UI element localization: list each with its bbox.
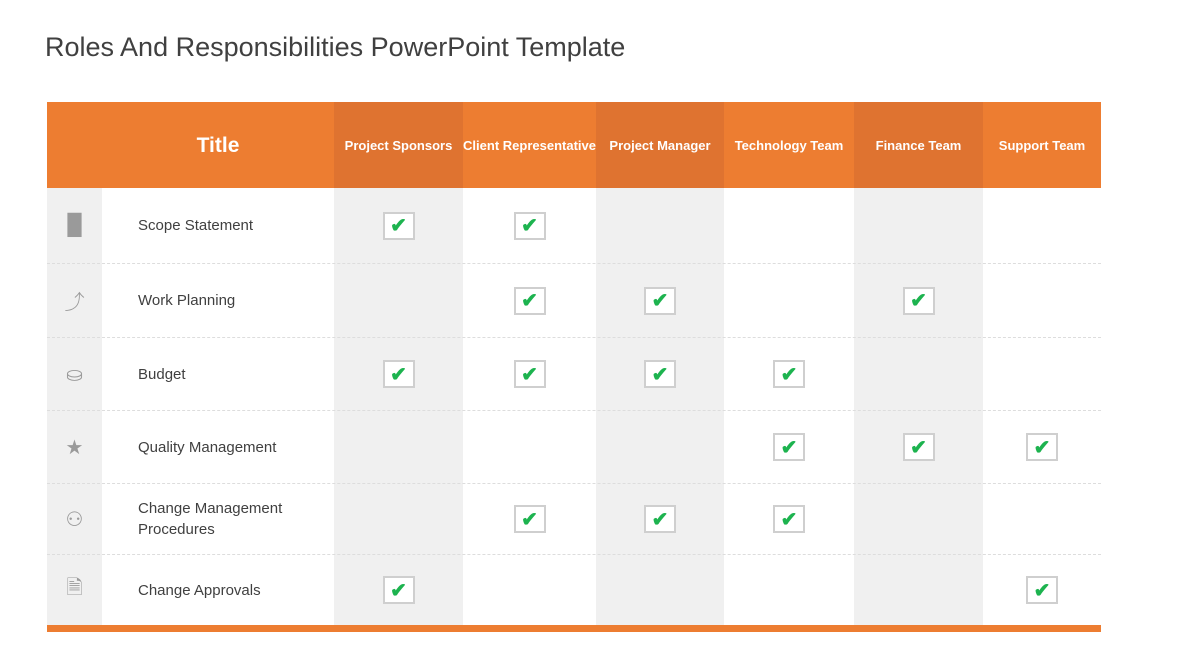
row-label: Change Management Procedures bbox=[138, 500, 283, 538]
line-chart-icon: ⤴ bbox=[64, 292, 85, 314]
check-icon: ✔ bbox=[773, 505, 805, 533]
row-label: Quality Management bbox=[138, 438, 277, 456]
column-header: Client Representative bbox=[463, 137, 596, 153]
table-footer-bar bbox=[47, 625, 1101, 632]
check-icon: ✔ bbox=[644, 287, 676, 315]
header-title: Title bbox=[196, 133, 240, 157]
check-icon: ✔ bbox=[644, 505, 676, 533]
table-row bbox=[47, 263, 1101, 337]
check-icon: ✔ bbox=[644, 360, 676, 388]
check-icon: ✔ bbox=[383, 360, 415, 388]
document-icon: 🗎 bbox=[66, 577, 83, 599]
column-header: Project Sponsors bbox=[334, 102, 463, 188]
check-icon: ✔ bbox=[514, 360, 546, 388]
table-row bbox=[47, 554, 1101, 625]
column-header: Support Team bbox=[998, 137, 1086, 153]
team-icon: ⚇ bbox=[65, 508, 84, 531]
page-title: Roles And Responsibilities PowerPoint Template bbox=[45, 32, 626, 62]
coins-icon: ⛀ bbox=[66, 363, 83, 386]
column-header: Technology Team bbox=[734, 137, 844, 153]
check-icon: ✔ bbox=[383, 576, 415, 604]
bar-chart-icon: ▐▌ bbox=[60, 214, 89, 236]
star-icon: ★ bbox=[65, 436, 84, 459]
row-label: Budget bbox=[138, 365, 186, 383]
check-icon: ✔ bbox=[383, 212, 415, 240]
check-icon: ✔ bbox=[514, 505, 546, 533]
check-icon: ✔ bbox=[903, 287, 935, 315]
row-label: Change Approvals bbox=[138, 581, 261, 599]
table-row bbox=[47, 188, 1101, 263]
row-label: Scope Statement bbox=[138, 217, 254, 234]
table-row bbox=[47, 410, 1101, 483]
check-icon: ✔ bbox=[773, 360, 805, 388]
check-icon: ✔ bbox=[773, 433, 805, 461]
column-header: Finance Team bbox=[854, 102, 983, 188]
table-row bbox=[47, 337, 1101, 410]
check-icon: ✔ bbox=[1026, 433, 1058, 461]
check-icon: ✔ bbox=[1026, 576, 1058, 604]
check-icon: ✔ bbox=[514, 212, 546, 240]
check-icon: ✔ bbox=[903, 433, 935, 461]
table-row bbox=[47, 483, 1101, 554]
row-label: Work Planning bbox=[138, 292, 236, 309]
roles-table bbox=[47, 102, 1101, 632]
column-header: Project Manager bbox=[596, 102, 724, 188]
check-icon: ✔ bbox=[514, 287, 546, 315]
